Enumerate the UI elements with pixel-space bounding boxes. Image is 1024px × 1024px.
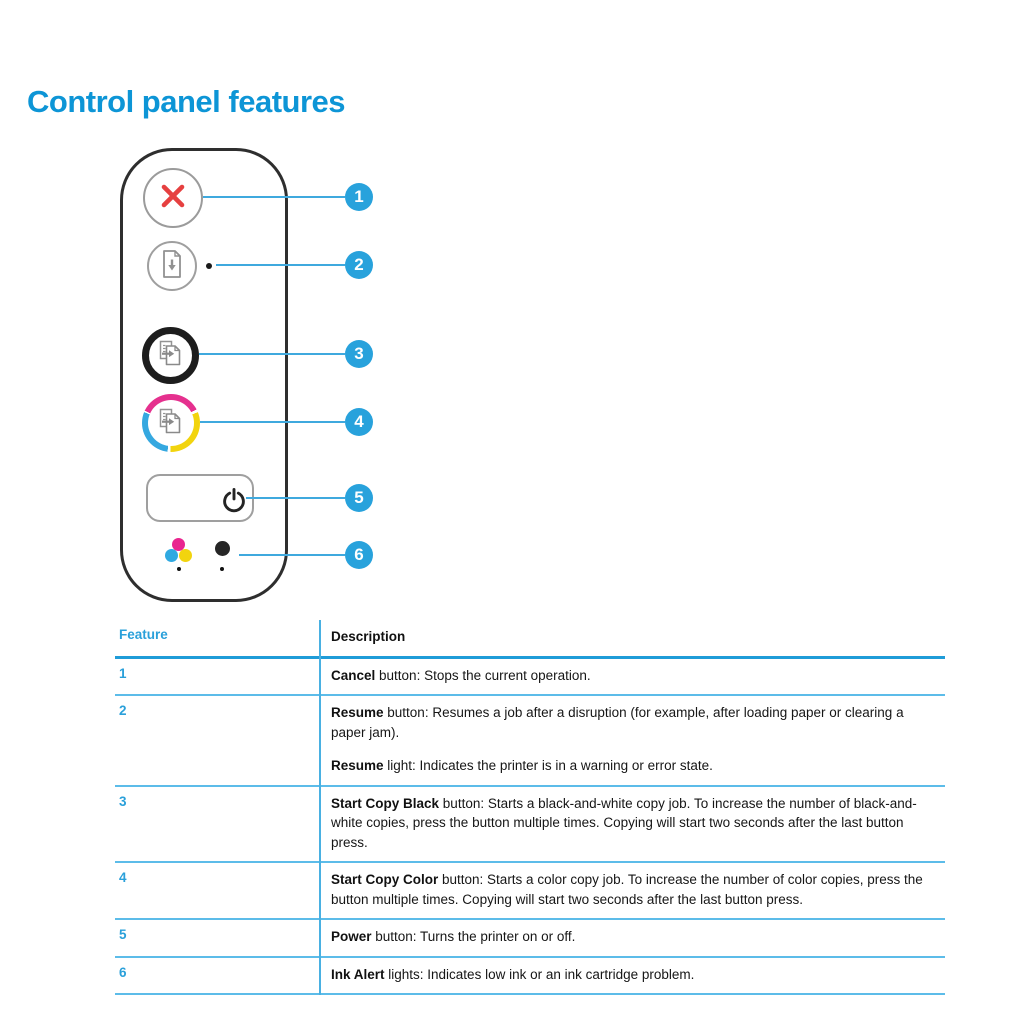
table-header-row [115,620,945,659]
printer-panel-outline [120,148,288,602]
callout-line-4 [200,421,345,423]
page-title: Control panel features [27,84,345,119]
black-ink-led-dot [220,567,224,571]
resume-light [206,263,212,269]
copy-pages-icon [157,407,185,440]
color-ink-led-dot [177,567,181,571]
feature-description: Start Copy Black button: Starts a black-and-white copy job. To increase the number of black-and-white copies, press the button multiple times. Copying will start two seconds after the last button press. [331,795,917,850]
feature-column-header: Feature [119,627,168,642]
yellow-dot [179,549,192,562]
callout-line-5 [246,497,345,499]
table-row [115,696,945,787]
callout-badge-5: 5 [345,484,373,512]
callout-badge-3: 3 [345,340,373,368]
table-row [115,659,945,697]
cancel-x-icon [157,180,189,217]
feature-number: 1 [119,665,127,681]
table-column-divider [319,620,321,995]
cancel-button [143,168,203,228]
resume-button [147,241,197,291]
callout-line-2 [216,264,345,266]
start-copy-color-button [142,394,200,452]
table-row [115,920,945,958]
feature-description: Power button: Turns the printer on or off. [331,929,576,944]
feature-description: Start Copy Color button: Starts a color copy job. To increase the number of color copies, press the button multiple times. Copying will start two seconds after the last button press. [331,872,923,907]
feature-description: Cancel button: Stops the current operation. [331,667,591,683]
feature-number: 6 [119,964,127,980]
callout-line-1 [203,196,345,198]
feature-number: 5 [119,927,127,942]
table-row [115,787,945,864]
callout-badge-6: 6 [345,541,373,569]
feature-number: 2 [119,703,127,718]
table-row [115,863,945,920]
start-copy-black-button [142,327,199,384]
copy-pages-icon [157,339,185,372]
table-row [115,958,945,996]
callout-badge-1: 1 [345,183,373,211]
callout-line-6 [239,554,345,556]
feature-number: 3 [119,793,127,809]
callout-badge-4: 4 [345,408,373,436]
document-down-arrow-icon [160,249,184,284]
black-dot [215,541,230,556]
callout-line-3 [199,353,345,355]
power-button [146,474,254,522]
cyan-dot [165,549,178,562]
description-column-header: Description [331,629,406,644]
feature-number: 4 [119,870,127,885]
feature-description: Resume button: Resumes a job after a disruption (for example, after loading paper or clearing a paper jam). Resume light: Indicates the printer is in a warning or error state. [331,705,904,773]
features-table [115,620,945,995]
feature-description: Ink Alert lights: Indicates low ink or an ink cartridge problem. [331,966,695,982]
callout-badge-2: 2 [345,251,373,279]
